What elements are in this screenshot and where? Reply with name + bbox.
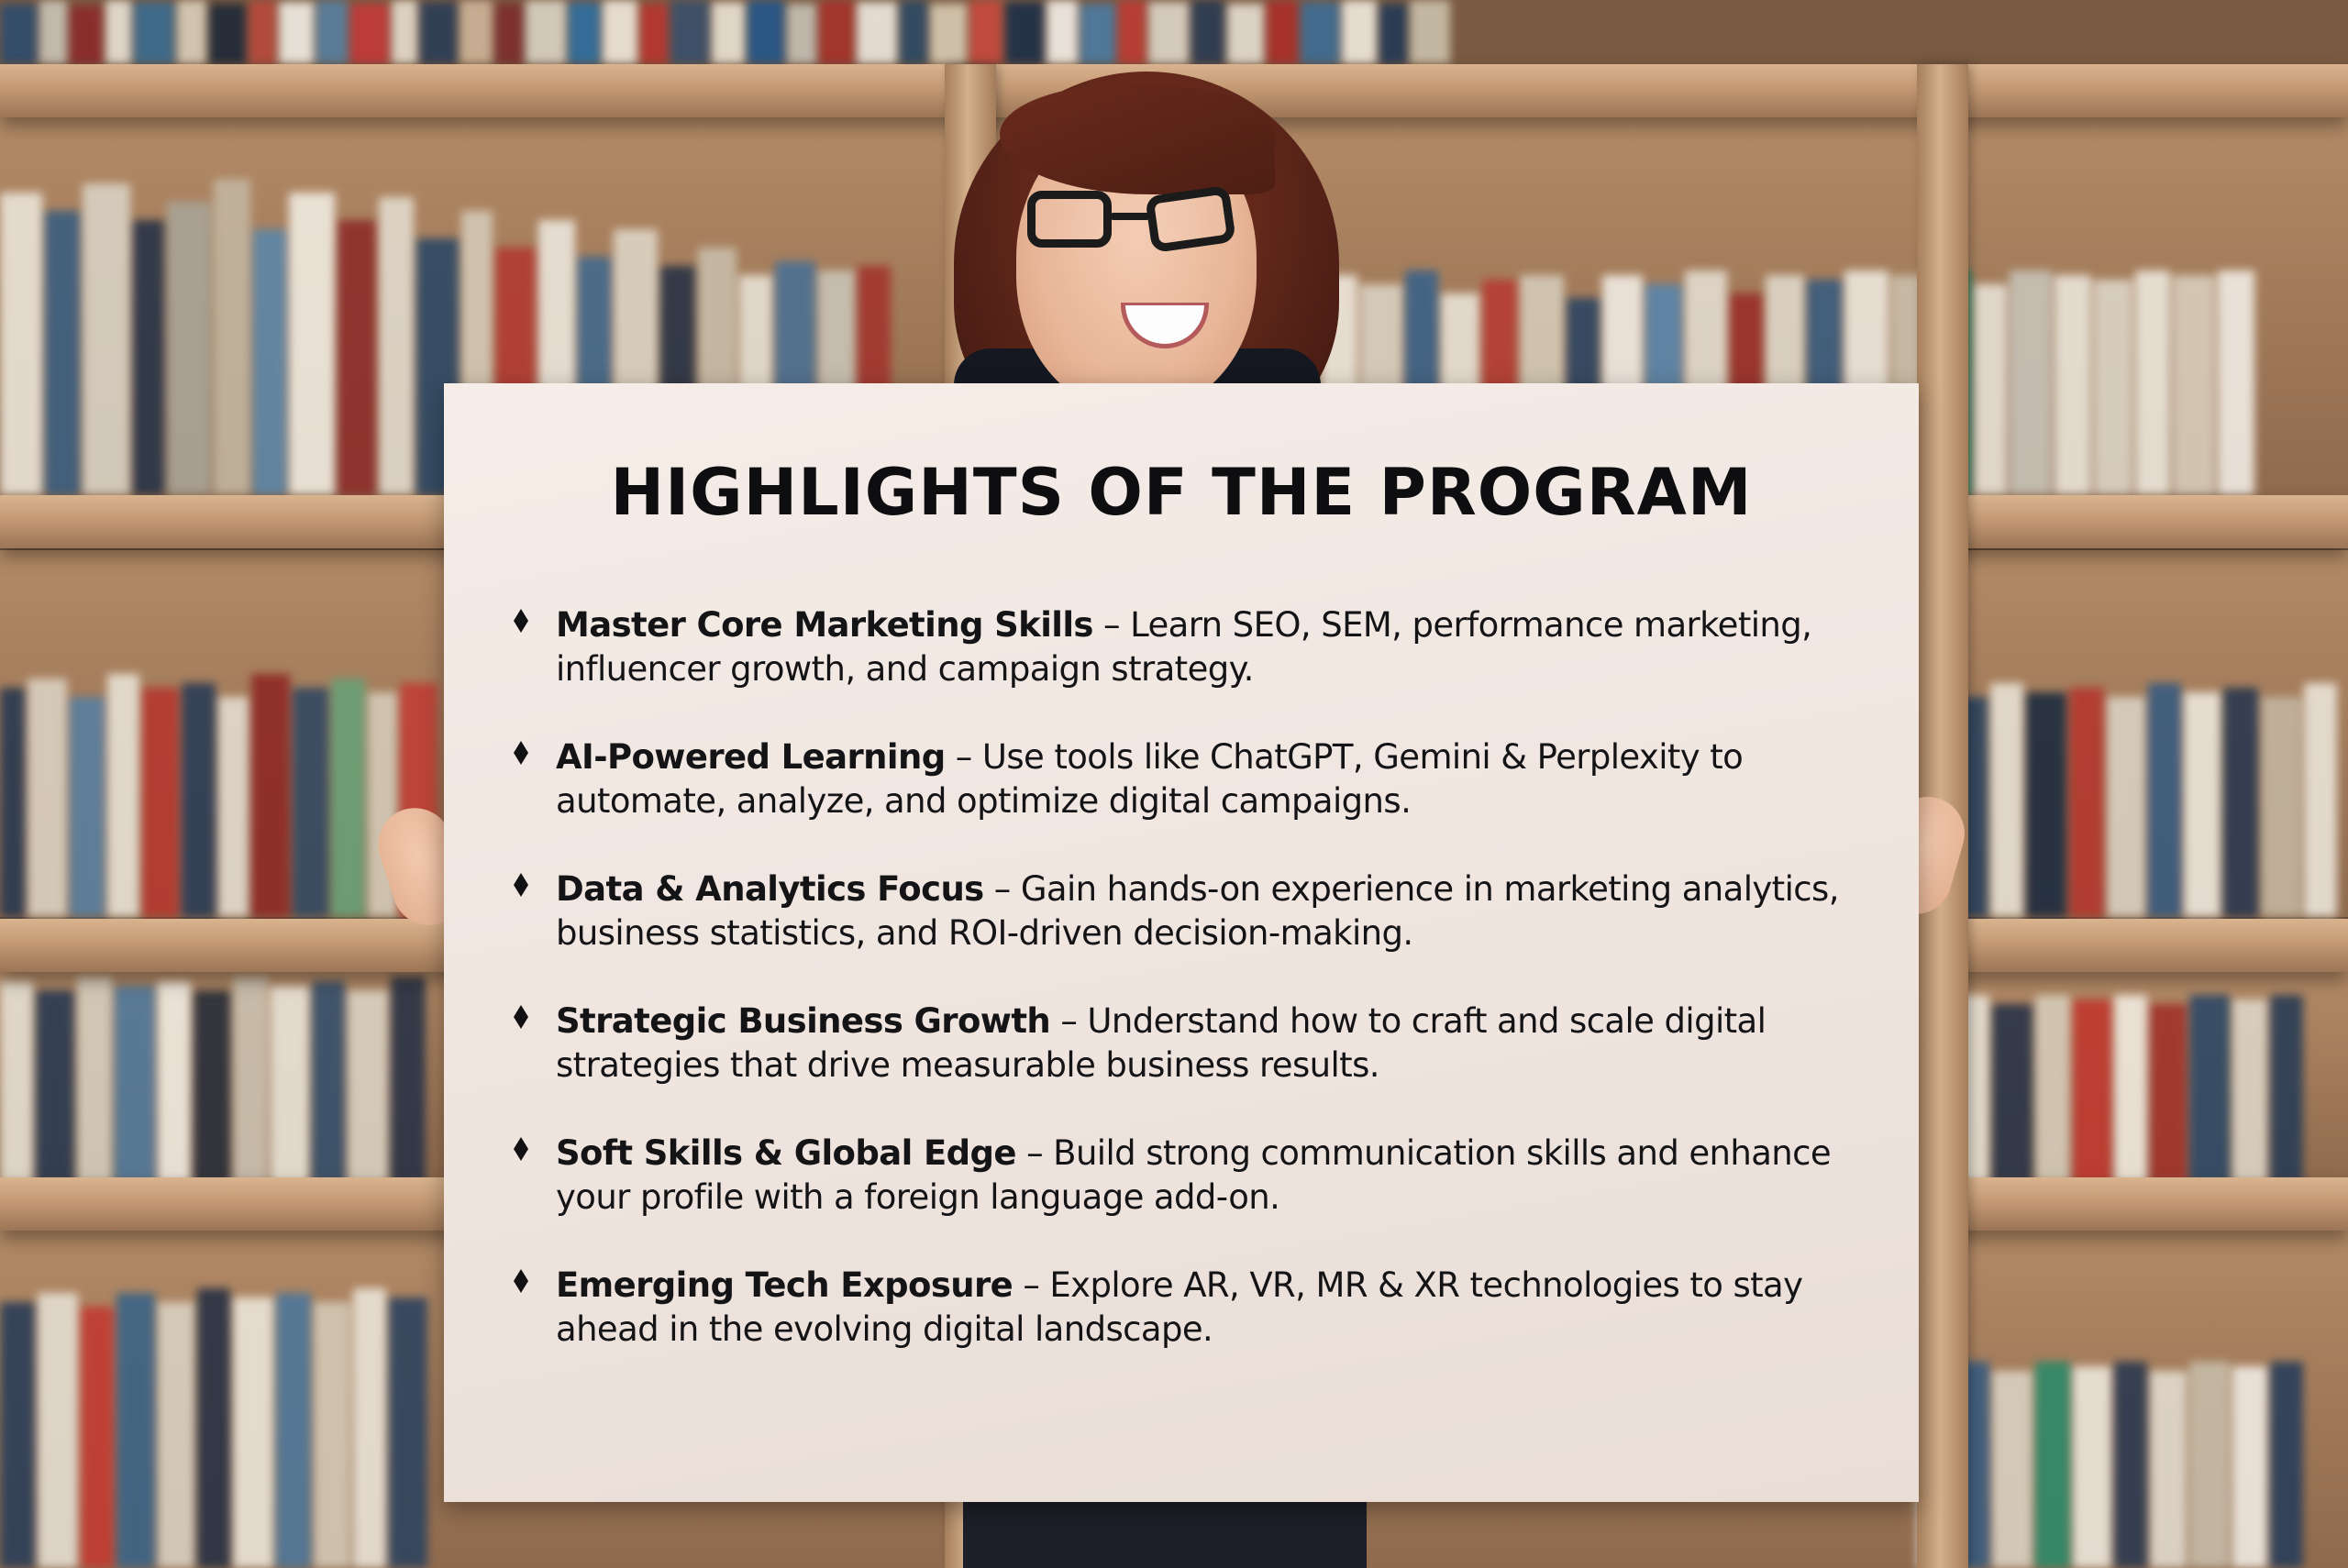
highlight-item xyxy=(508,735,1875,867)
book-row-top xyxy=(0,0,2348,64)
highlight-text xyxy=(556,999,1875,1088)
highlight-heading: AI-Powered Learning xyxy=(556,737,946,777)
highlight-text xyxy=(556,735,1875,823)
book-row-5-left xyxy=(0,1284,440,1568)
highlight-description: Learn SEO, SEM, performance marketing, influencer growth, and campaign strategy. xyxy=(556,605,1812,689)
highlight-heading: Data & Analytics Focus xyxy=(556,869,984,909)
highlight-heading: Emerging Tech Exposure xyxy=(556,1265,1013,1305)
glasses-lens-left xyxy=(1027,191,1112,248)
poster-title: HIGHLIGHTS OF THE PROGRAM xyxy=(610,455,1753,530)
book-row-5-right xyxy=(1917,1357,2348,1568)
highlight-text xyxy=(556,1132,1875,1220)
highlight-description: Understand how to craft and scale digital strategies that drive measurable business results. xyxy=(556,1001,1767,1085)
diamond-bullet-icon xyxy=(514,1269,528,1293)
diamond-bullet-icon xyxy=(514,1137,528,1161)
highlight-separator: – xyxy=(1092,605,1131,645)
highlight-text xyxy=(556,603,1875,691)
highlight-item xyxy=(508,603,1875,735)
highlight-separator: – xyxy=(1015,1133,1054,1173)
highlight-separator: – xyxy=(1050,1001,1088,1041)
diamond-bullet-icon xyxy=(514,873,528,897)
glasses-lens-right xyxy=(1145,185,1236,253)
highlight-text xyxy=(556,867,1875,955)
glasses xyxy=(1027,191,1247,255)
book-row-3-left xyxy=(0,669,440,917)
highlight-description: Use tools like ChatGPT, Gemini & Perplexity to automate, analyze, and optimize digital campaigns. xyxy=(556,737,1744,821)
highlights-list xyxy=(508,603,1875,1396)
highlight-description: Gain hands-on experience in marketing analytics, business statistics, and ROI-driven decision-making. xyxy=(556,869,1839,953)
highlight-heading: Strategic Business Growth xyxy=(556,1001,1051,1041)
book-row-3-right xyxy=(1917,679,2348,917)
book-row-4-left xyxy=(0,972,440,1183)
woman-legs xyxy=(963,1495,1367,1568)
highlight-description: Build strong communication skills and enhance your profile with a foreign language add-on. xyxy=(556,1133,1832,1217)
diamond-bullet-icon xyxy=(514,741,528,765)
highlight-text xyxy=(556,1264,1875,1352)
highlight-description: Explore AR, VR, MR & XR technologies to stay ahead in the evolving digital landscape. xyxy=(556,1265,1803,1349)
highlight-heading: Master Core Marketing Skills xyxy=(556,605,1093,645)
highlight-separator: – xyxy=(945,737,982,777)
highlight-item xyxy=(508,1264,1875,1396)
highlight-item xyxy=(508,1132,1875,1264)
book-row-4-right xyxy=(1917,990,2348,1183)
diamond-bullet-icon xyxy=(514,609,528,633)
glasses-bridge xyxy=(1110,213,1150,220)
highlights-poster xyxy=(444,383,1919,1502)
highlight-item xyxy=(508,867,1875,999)
highlight-heading: Soft Skills & Global Edge xyxy=(556,1133,1016,1173)
highlight-item xyxy=(508,999,1875,1132)
highlight-separator: – xyxy=(1013,1265,1050,1305)
highlight-separator: – xyxy=(983,869,1021,909)
diamond-bullet-icon xyxy=(514,1005,528,1029)
